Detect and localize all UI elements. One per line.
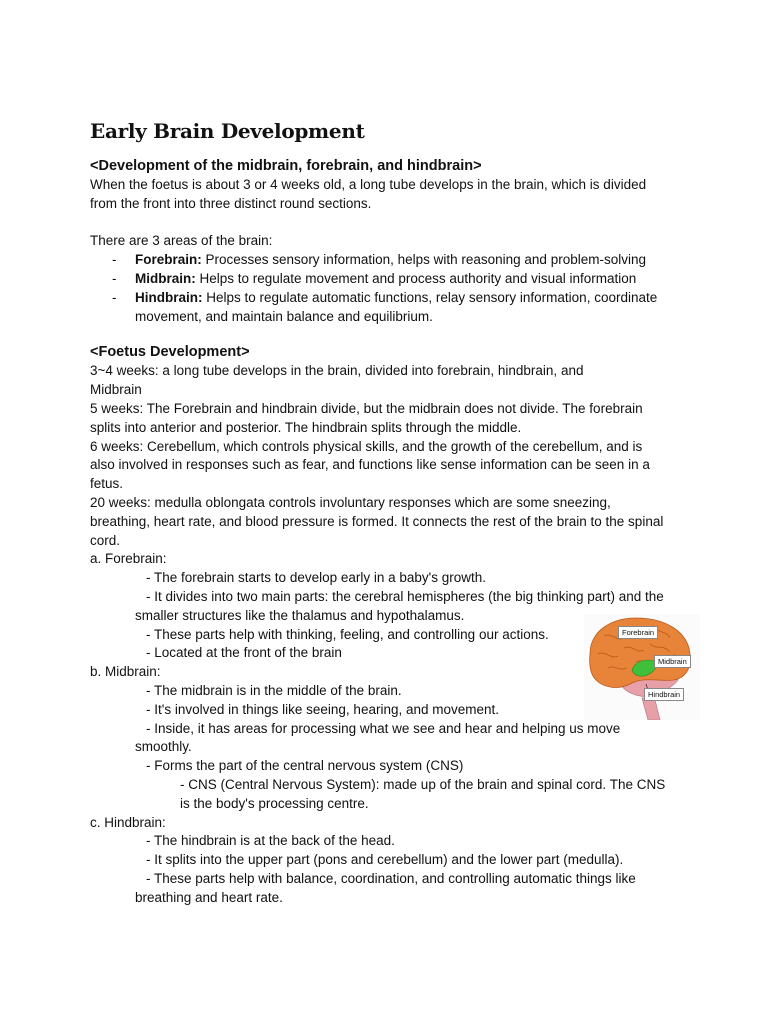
- areas-intro: There are 3 areas of the brain:: [90, 233, 273, 249]
- forebrain-details: - The forebrain starts to develop early in a baby's growth. - It divides into two main parts: the cerebral hemispheres (the big thinking part) and the smaller structures like the thalamus and hypothalamus. - These parts help with thinking, feeling, and controlling our actions. - Located at the front of the brain: [135, 570, 664, 661]
- cns-details: - CNS (Central Nervous System): made up of the brain and spinal cord. The CNS is the body's processing centre.: [180, 776, 666, 811]
- timeline-line: fetus.: [90, 476, 124, 492]
- timeline-line: splits into anterior and posterior. The hindbrain splits through the middle.: [90, 419, 522, 435]
- midbrain-label: Midbrain: [654, 655, 691, 668]
- section-heading-development: <Development of the midbrain, forebrain, and hindbrain>: [90, 158, 482, 174]
- midbrain-details: - The midbrain is in the middle of the brain. - It's involved in things like seeing, hearing, and movement. - Inside, it has areas for processing what we see and hear and helping us move smoothly. - Forms the part of the central nervous system (CNS): [135, 682, 621, 774]
- timeline-line: 5 weeks: The Forebrain and hindbrain divide, but the midbrain does not divide. The forebrain: [90, 400, 643, 416]
- part-label-forebrain: a. Forebrain:: [90, 551, 167, 567]
- timeline-line: 6 weeks: Cerebellum, which controls physical skills, and the growth of the cerebellum, and is: [90, 438, 643, 454]
- hindbrain-label: Hindbrain: [644, 688, 684, 701]
- list-item: - Hindbrain: Helps to regulate automatic functions, relay sensory information, coordinate movement, and maintain balance and equilibrium.: [112, 289, 658, 324]
- term: Forebrain:: [135, 252, 202, 268]
- term: Midbrain:: [135, 270, 196, 286]
- list-item: - Forebrain: Processes sensory information, helps with reasoning and problem-solving: [112, 252, 646, 268]
- timeline-line: 20 weeks: medulla oblongata controls involuntary responses which are some sneezing,: [90, 494, 611, 510]
- term: Hindbrain:: [135, 289, 203, 305]
- forebrain-label: Forebrain: [618, 626, 658, 639]
- timeline-line: Midbrain: [90, 382, 142, 398]
- section-heading-foetus: <Foetus Development>: [90, 344, 250, 361]
- part-label-midbrain: b. Midbrain:: [90, 664, 161, 680]
- timeline-line: cord.: [90, 532, 121, 548]
- timeline-line: also involved in responses such as fear, and functions like sense information can be seen in a: [90, 457, 650, 473]
- brain-areas-list: [90, 251, 690, 326]
- page-title: Early Brain Development: [90, 119, 365, 143]
- intro-line: When the foetus is about 3 or 4 weeks old, a long tube develops in the brain, which is divided: [90, 177, 647, 192]
- intro-line: from the front into three distinct round sections.: [90, 195, 372, 211]
- timeline-line: 3~4 weeks: a long tube develops in the brain, divided into forebrain, hindbrain, and: [90, 363, 584, 379]
- timeline-line: breathing, heart rate, and blood pressure is formed. It connects the rest of the brain to the spinal: [90, 513, 664, 529]
- part-label-hindbrain: c. Hindbrain:: [90, 814, 166, 830]
- hindbrain-details: - The hindbrain is at the back of the head. - It splits into the upper part (pons and cerebellum) and the lower part (medulla). - These parts help with balance, coordination, and controlling automatic things like breathing and heart rate.: [135, 833, 636, 905]
- document-page: [90, 112, 690, 907]
- list-item: - Midbrain: Helps to regulate movement and process authority and visual information: [112, 270, 637, 286]
- brain-diagram: [584, 614, 700, 720]
